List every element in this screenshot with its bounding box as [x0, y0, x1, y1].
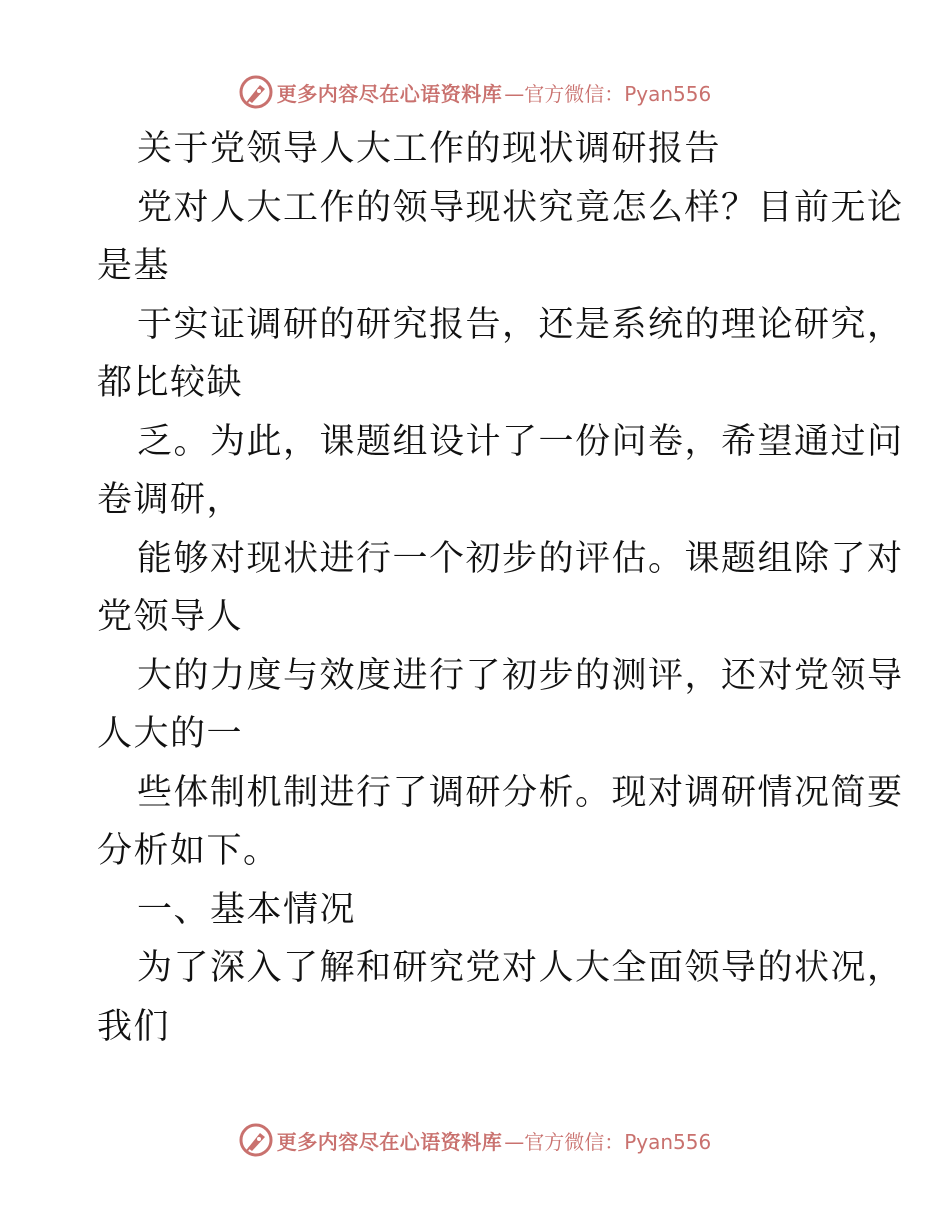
body-line: 是基	[97, 246, 171, 286]
body-line: 为了深入了解和研究党对人大全面领导的状况，	[137, 948, 904, 988]
body-line: 我们	[97, 1006, 171, 1047]
header-contact-text: —官方微信：Pyan556	[504, 81, 712, 106]
document-body	[97, 120, 904, 1056]
body-line: 分析如下。	[97, 831, 280, 871]
footer-banner	[0, 1120, 950, 1160]
footer-contact-text: —官方微信：Pyan556	[504, 1129, 712, 1154]
body-line: 党对人大工作的领导现状究竟怎么样？目前无论	[137, 187, 904, 228]
body-line: 大的力度与效度进行了初步的测评，还对党领导	[137, 655, 904, 696]
body-line: 党领导人	[97, 597, 244, 637]
document-title: 关于党领导人大工作的现状调研报告	[137, 129, 722, 169]
body-line: 人大的一	[97, 714, 244, 754]
body-line: 都比较缺	[97, 363, 244, 403]
header-banner	[0, 72, 950, 112]
section-heading: 一、基本情况	[137, 889, 357, 930]
footer-brand-text: 更多内容尽在心语资料库	[276, 1129, 503, 1154]
body-line: 乏。为此，课题组设计了一份问卷，希望通过问	[137, 421, 904, 462]
body-line: 些体制机制进行了调研分析。现对调研情况简要	[137, 772, 904, 813]
body-line: 于实证调研的研究报告，还是系统的理论研究，	[137, 304, 904, 345]
body-line: 能够对现状进行一个初步的评估。课题组除了对	[137, 538, 904, 579]
header-brand-text: 更多内容尽在心语资料库	[276, 81, 503, 106]
body-line: 卷调研，	[97, 480, 244, 520]
pen-nib-logo-icon	[239, 1123, 273, 1157]
pen-nib-logo-icon	[239, 75, 273, 109]
